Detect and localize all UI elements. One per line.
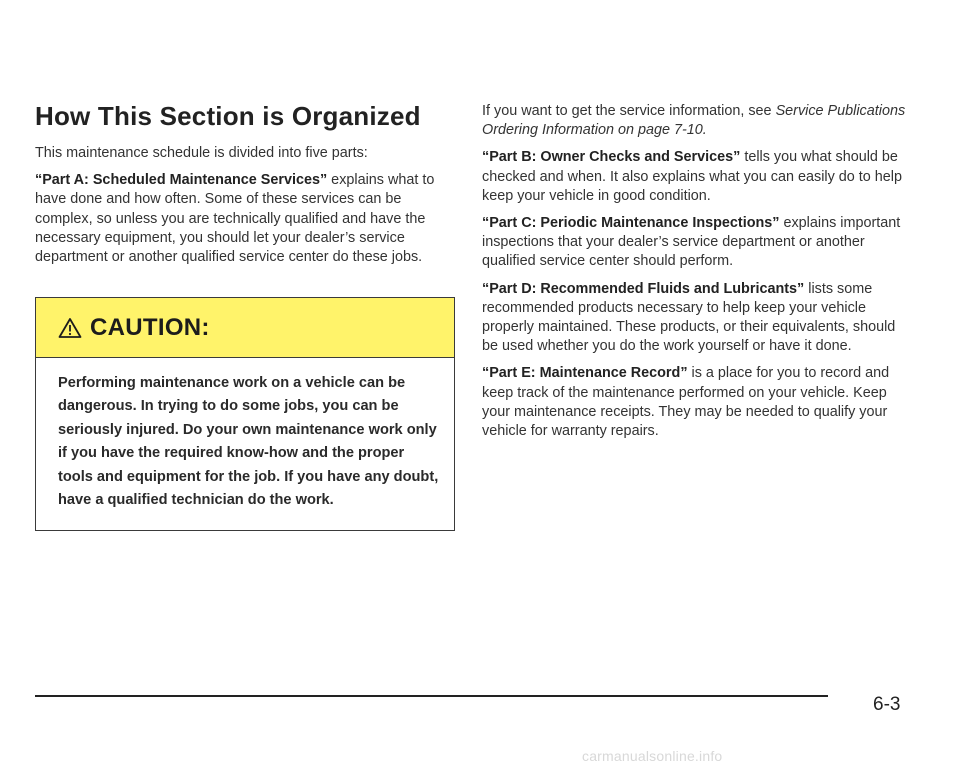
caution-header bbox=[36, 298, 454, 358]
part-d-text: lists some recommended products necessary to help keep your vehicle properly maintained. These products, or their equivalents, should be used whether you do the work yourself or have it done. bbox=[482, 280, 896, 355]
service-info-paragraph bbox=[482, 102, 912, 140]
section-title: How This Section is Organized bbox=[35, 101, 421, 131]
part-b-text: tells you what should be checked and when. It also explains what you can easily do to help keep your vehicle in good condition. bbox=[482, 149, 902, 204]
page-number: 6-3 bbox=[873, 694, 901, 715]
caution-box bbox=[35, 297, 455, 531]
part-e-text: is a place for you to record and keep track of the maintenance performed on your vehicle. Keep your maintenance receipts. They may be needed to qualify your vehicle for warranty repairs. bbox=[482, 365, 890, 440]
footer-rule bbox=[35, 695, 828, 697]
intro-paragraph: This maintenance schedule is divided into five parts: bbox=[35, 145, 368, 161]
part-d-paragraph bbox=[482, 280, 912, 357]
service-info-reference: Service Publications Ordering Information on page 7-10. bbox=[482, 103, 906, 139]
service-info-text: If you want to get the service information, see bbox=[482, 103, 776, 119]
warning-triangle-icon bbox=[58, 317, 82, 339]
caution-text: Performing maintenance work on a vehicle can be dangerous. In trying to do some jobs, you can be seriously injured. Do your own maintenance work only if you have the required know-how and the proper tools and equipment for the job. If you have any doubt, have a qualified technician do the work. bbox=[58, 375, 439, 509]
part-a-heading: “Part A: Scheduled Maintenance Services” bbox=[35, 172, 328, 189]
part-a-paragraph bbox=[35, 171, 455, 267]
part-d-heading: “Part D: Recommended Fluids and Lubricants” bbox=[482, 280, 805, 297]
part-a-text: explains what to have done and how often. Some of these services can be complex, so unless you are technically qualified and have the necessary equipment, you should let your dealer’s service department or another qualified service center do these jobs. bbox=[35, 172, 435, 266]
right-column bbox=[482, 102, 912, 449]
caution-title: CAUTION: bbox=[90, 313, 210, 341]
part-c-text: explains important inspections that your dealer’s service department or another qualified service center should perform. bbox=[482, 215, 901, 270]
left-column bbox=[35, 100, 455, 275]
part-c-heading: “Part C: Periodic Maintenance Inspections” bbox=[482, 215, 780, 232]
part-e-paragraph bbox=[482, 364, 912, 441]
part-b-paragraph bbox=[482, 148, 912, 206]
part-e-heading: “Part E: Maintenance Record” bbox=[482, 365, 688, 382]
watermark: carmanualsonline.info bbox=[582, 748, 723, 764]
part-c-paragraph bbox=[482, 214, 912, 272]
part-b-heading: “Part B: Owner Checks and Services” bbox=[482, 149, 741, 166]
